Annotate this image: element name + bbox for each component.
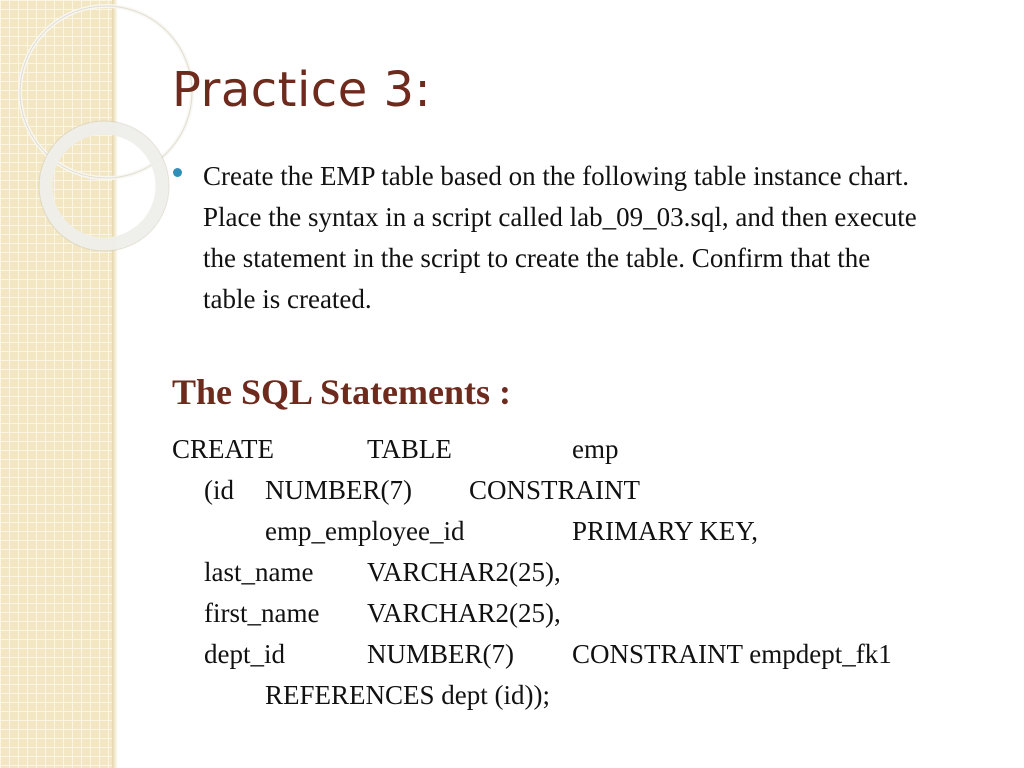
- code-token: last_name: [204, 557, 314, 587]
- bullet-text: Create the EMP table based on the following table instance chart. Place the syntax in a script called lab_09_03.sql, and then execute the statement in the script to create the table. Confirm that the table is created.: [203, 161, 917, 314]
- bullet-item: [172, 156, 972, 320]
- code-token: NUMBER(7): [265, 475, 412, 505]
- code-token: PRIMARY KEY,: [572, 516, 759, 546]
- code-token: TABLE: [367, 434, 452, 464]
- bullet-dot-icon: [173, 168, 182, 177]
- code-token: first_name: [204, 598, 320, 628]
- code-token: VARCHAR2(25),: [367, 598, 561, 628]
- code-token: (id: [204, 475, 234, 505]
- code-token: emp_employee_id: [265, 516, 465, 546]
- sql-subheading: The SQL Statements :: [172, 372, 512, 412]
- code-token: NUMBER(7): [367, 639, 514, 669]
- decorative-rings: [0, 0, 200, 300]
- code-token: emp: [572, 434, 619, 464]
- code-token: dept_id: [204, 639, 285, 669]
- slide-title: Practice 3:: [172, 62, 432, 118]
- code-token: CREATE: [172, 434, 275, 464]
- code-token: REFERENCES dept (id));: [265, 680, 550, 710]
- decorative-ring-large: [20, 6, 192, 178]
- code-token: VARCHAR2(25),: [367, 557, 561, 587]
- code-token: CONSTRAINT empdept_fk1: [572, 639, 892, 669]
- code-token: CONSTRAINT: [469, 475, 641, 505]
- decorative-ring-small: [46, 128, 162, 244]
